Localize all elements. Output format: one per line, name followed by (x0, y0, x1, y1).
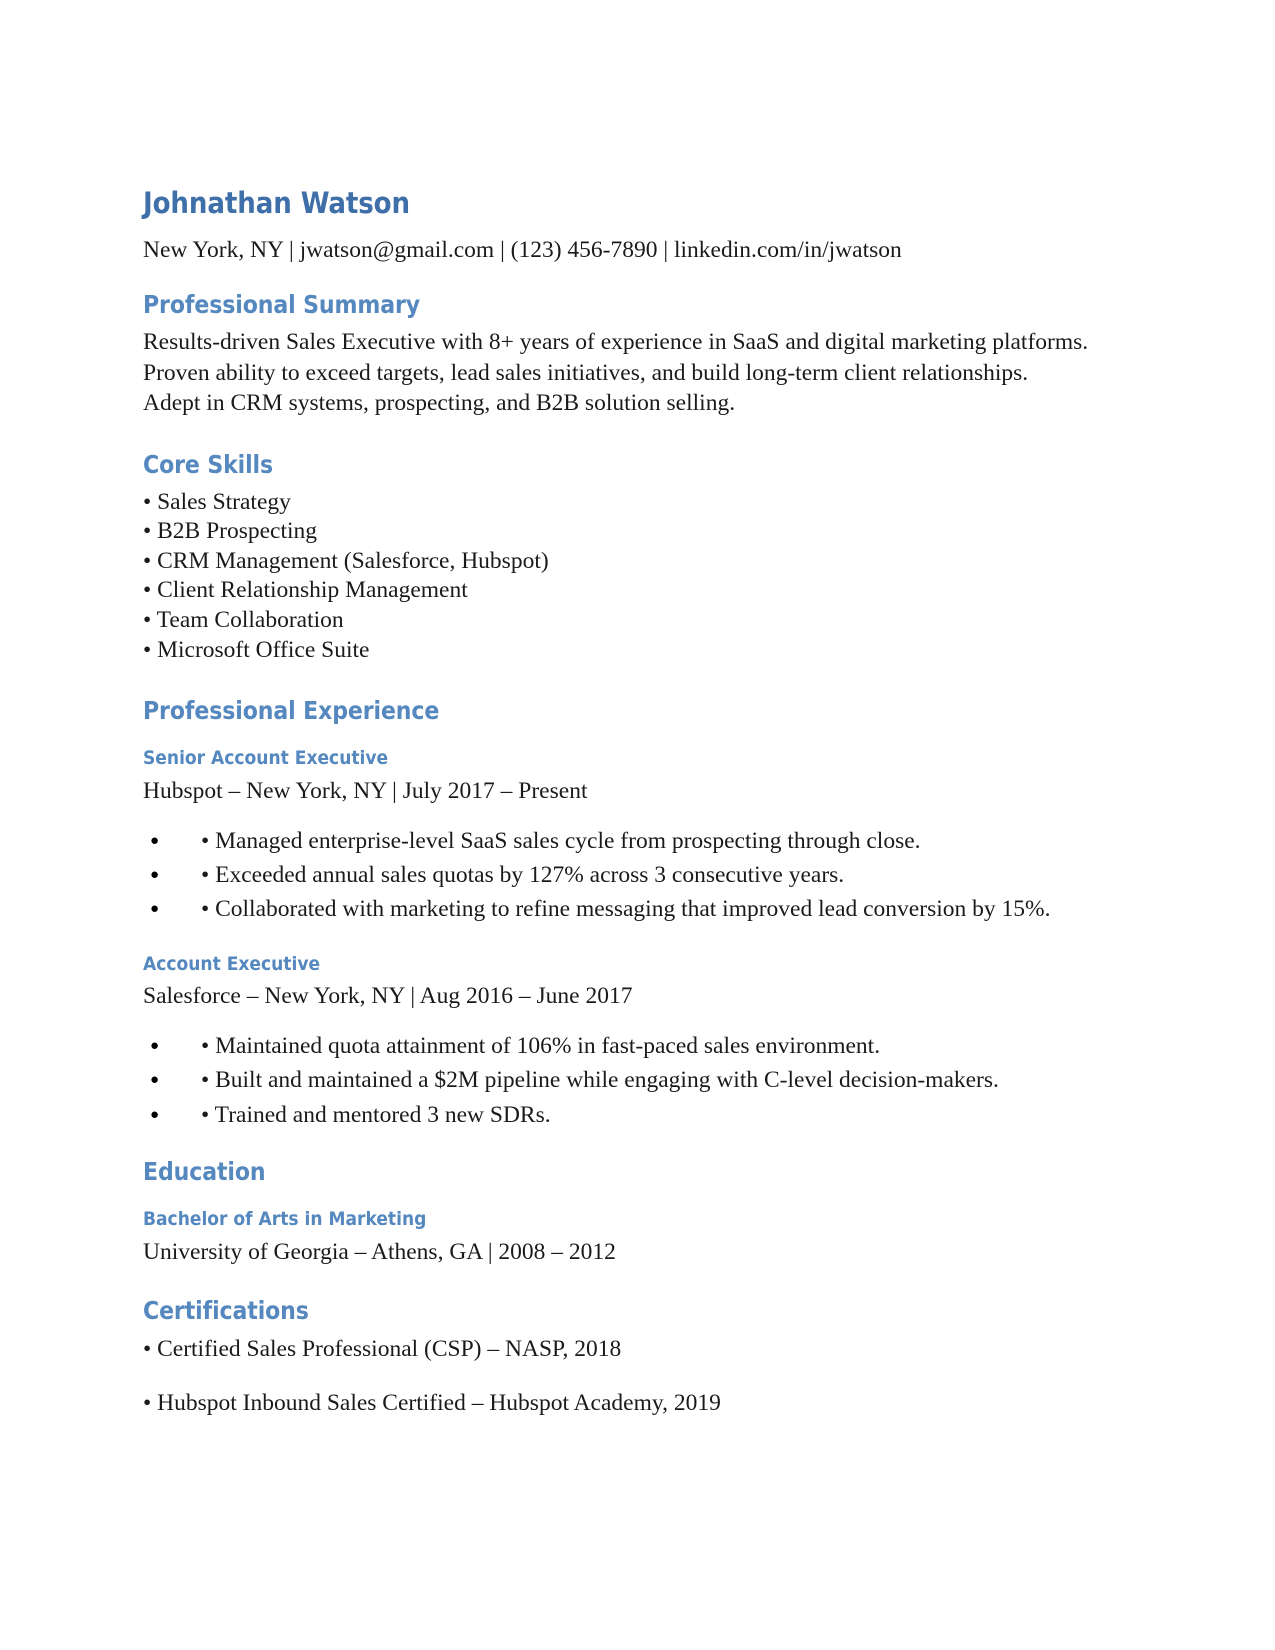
job-bullet: ● • Managed enterprise-level SaaS sales cycle from prospecting through close. (143, 827, 1125, 856)
candidate-name: Johnathan Watson (143, 186, 410, 220)
job-bullet: ● • Trained and mentored 3 new SDRs. (143, 1101, 1125, 1130)
certification-item: • Certified Sales Professional (CSP) – NASP, 2018 (143, 1336, 622, 1363)
job-org-line: Salesforce – New York, NY | Aug 2016 – June 2017 (143, 983, 633, 1010)
job-bullet: ● • Maintained quota attainment of 106% in fast-paced sales environment. (143, 1032, 1125, 1061)
section-professional-summary (143, 291, 1125, 418)
job-bullet-list (143, 827, 1125, 925)
certification-item: • Hubspot Inbound Sales Certified – Hubspot Academy, 2019 (143, 1390, 721, 1417)
section-heading-summary: Professional Summary (143, 290, 421, 320)
job-bullet: ● • Exceeded annual sales quotas by 127% across 3 consecutive years. (143, 861, 1125, 890)
skill-item: • B2B Prospecting (143, 518, 318, 545)
job-title: Account Executive (143, 952, 321, 975)
degree-title: Bachelor of Arts in Marketing (143, 1208, 427, 1231)
section-certifications (143, 1297, 1125, 1418)
education-entry (143, 1208, 1125, 1267)
section-heading-core-skills: Core Skills (143, 450, 274, 480)
resume-header (143, 188, 1125, 265)
experience-entry (143, 747, 1125, 924)
summary-line-2: Proven ability to exceed targets, lead sales initiatives, and build long-term client relationships. (143, 359, 1029, 386)
section-heading-education: Education (143, 1156, 266, 1186)
job-org-line: Hubspot – New York, NY | July 2017 – Present (143, 778, 588, 805)
job-bullet: ● • Collaborated with marketing to refine messaging that improved lead conversion by 15%. (143, 895, 1125, 924)
summary-line-3: Adept in CRM systems, prospecting, and B2B solution selling. (143, 390, 736, 417)
section-heading-experience: Professional Experience (143, 696, 440, 726)
section-heading-certifications: Certifications (143, 1296, 309, 1326)
school-line: University of Georgia – Athens, GA | 2008 – 2012 (143, 1238, 616, 1265)
section-core-skills (143, 451, 1125, 665)
section-education (143, 1158, 1125, 1267)
skill-item: • Team Collaboration (143, 606, 344, 633)
job-bullet-list (143, 1032, 1125, 1130)
job-bullet: ● • Built and maintained a $2M pipeline while engaging with C-level decision-makers. (143, 1066, 1125, 1095)
section-professional-experience (143, 697, 1125, 1130)
skill-item: • Microsoft Office Suite (143, 636, 370, 663)
skill-item: • CRM Management (Salesforce, Hubspot) (143, 547, 549, 574)
experience-entry (143, 953, 1125, 1130)
job-title: Senior Account Executive (143, 747, 389, 770)
skill-item: • Sales Strategy (143, 488, 291, 515)
skill-item: • Client Relationship Management (143, 577, 468, 604)
summary-line-1: Results-driven Sales Executive with 8+ years of experience in SaaS and digital marketing platforms. (143, 329, 1089, 356)
contact-line: New York, NY | jwatson@gmail.com | (123) 456-7890 | linkedin.com/in/jwatson (143, 236, 902, 263)
